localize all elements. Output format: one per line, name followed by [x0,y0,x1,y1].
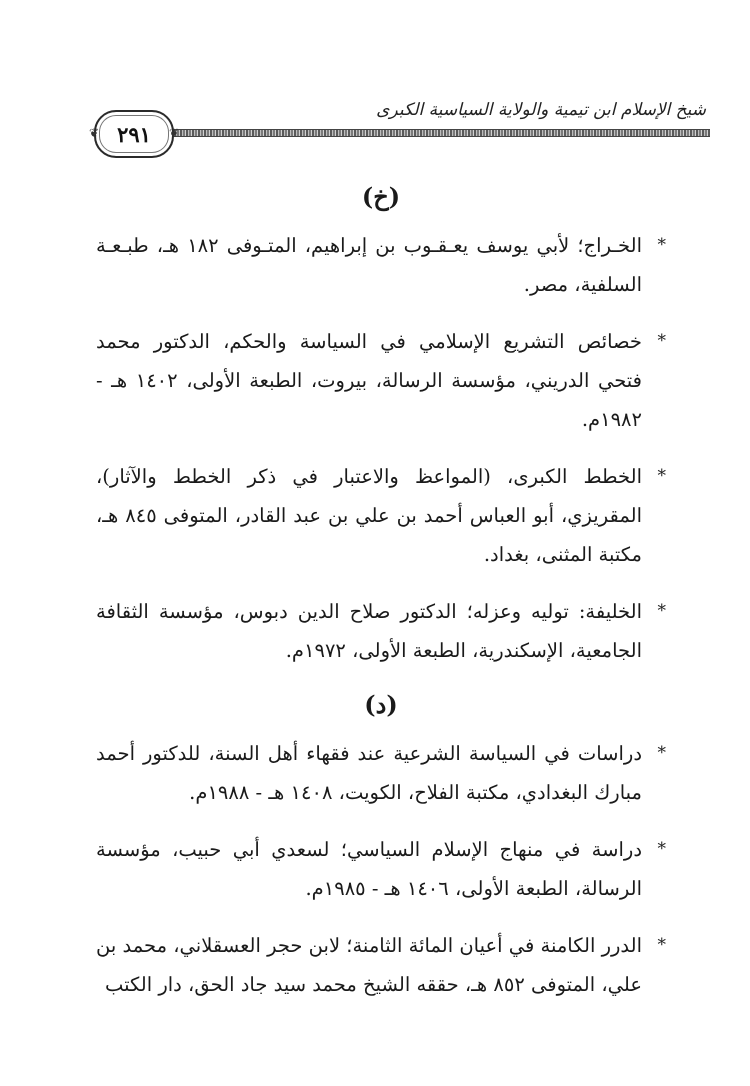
bibliography-entry [96,226,666,304]
page-number: ٢٩١ [117,121,151,147]
asterisk-bullet-icon: * [657,331,666,351]
bibliography-entry [96,734,666,812]
asterisk-bullet-icon: * [657,839,666,859]
entry-text: الخطط الكبرى، (المواعظ والاعتبار في ذكر الخطط والآثار)، المقريزي، أبو العباس أحمد بن علي بن عبد القادر، المتوفى ٨٤٥ هـ، مكتبة المثنى، بغداد. [96,465,642,566]
asterisk-bullet-icon: * [657,466,666,486]
entry-text: الخليفة: توليه وعزله؛ الدكتور صلاح الدين دبوس، مؤسسة الثقافة الجامعية، الإسكندرية، الطبعة الأولى، ١٩٧٢م. [96,600,642,662]
asterisk-bullet-icon: * [657,235,666,255]
bibliography-entry [96,830,666,908]
entry-text: دراسات في السياسة الشرعية عند فقهاء أهل السنة، للدكتور أحمد مبارك البغدادي، مكتبة الفلاح، الكويت، ١٤٠٨ هـ - ١٩٨٨م. [96,742,642,804]
bibliography-entry [96,592,666,670]
running-header-title: شيخ الإسلام ابن تيمية والولاية السياسية الكبرى [376,100,706,120]
section-heading-dal: (د) [364,690,398,719]
bibliography-entry [96,322,666,439]
entry-text: دراسة في منهاج الإسلام السياسي؛ لسعدي أبي حبيب، مؤسسة الرسالة، الطبعة الأولى، ١٤٠٦ هـ - ١٩٨٥م. [96,838,642,900]
entry-text: الدرر الكامنة في أعيان المائة الثامنة؛ لابن حجر العسقلاني، محمد بن علي، المتوفى ٨٥٢ هـ، حققه الشيخ محمد سيد جاد الحق، دار الكتب [96,934,642,996]
asterisk-bullet-icon: * [657,935,666,955]
entry-text: الخـراج؛ لأبي يوسف يعـقـوب بن إبراهيم، المتـوفى ١٨٢ هـ، طبـعـة السلفية، مصر. [96,234,642,296]
asterisk-bullet-icon: * [657,601,666,621]
entry-text: خصائص التشريع الإسلامي في السياسة والحكم، الدكتور محمد فتحي الدريني، مؤسسة الرسالة، بيروت، الطبعة الأولى، ١٤٠٢ هـ - ١٩٨٢م. [96,330,642,431]
page-number-badge [89,110,179,158]
bibliography-content [96,180,666,1022]
asterisk-bullet-icon: * [657,743,666,763]
header-rule [168,129,710,137]
ornament-icon: ❦ [168,126,179,140]
section-heading-kha: (خ) [361,182,401,211]
bibliography-entry [96,457,666,574]
bibliography-entry [96,926,666,1004]
ornament-icon: ❦ [89,126,100,140]
